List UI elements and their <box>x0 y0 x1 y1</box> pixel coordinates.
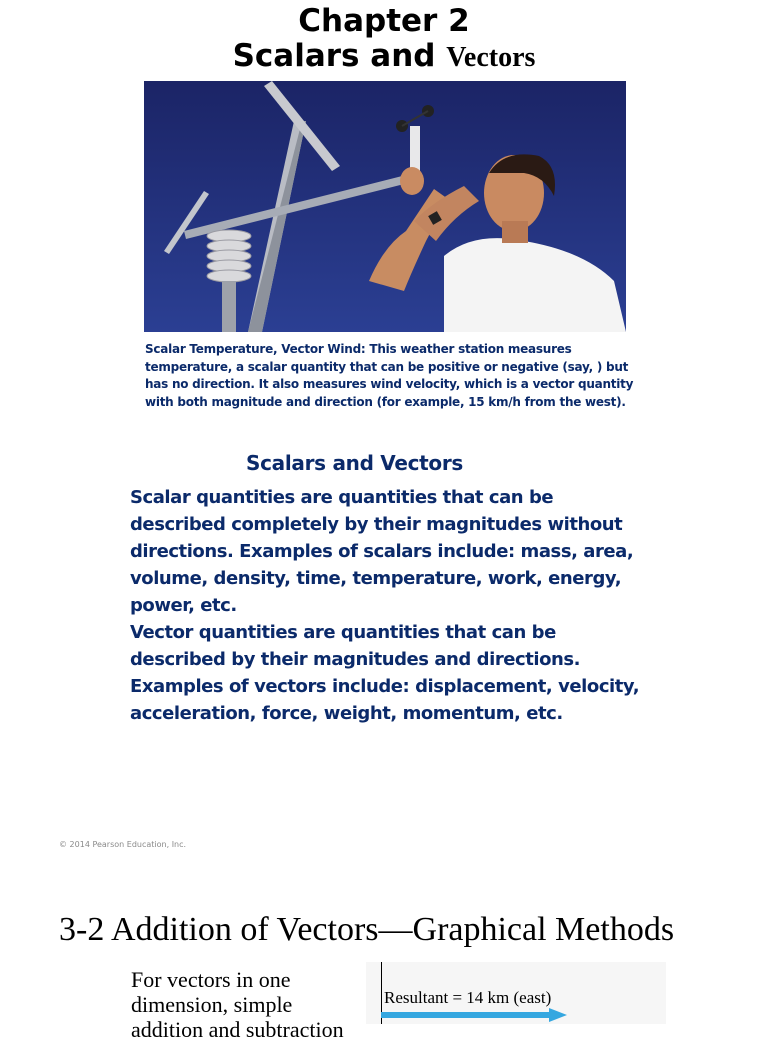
scalar-paragraph: Scalar quantities are quantities that can be described completely by their magnitudes without directions. Examples of scalars include: mass, area, volume, density, time, temperature, work, energy, power, etc. <box>130 487 634 616</box>
next-slide-heading: 3-2 Addition of Vectors—Graphical Methods <box>59 911 675 948</box>
chapter-subtitle <box>0 37 768 77</box>
weather-station-photo <box>144 81 626 332</box>
photo-caption: Scalar Temperature, Vector Wind: This weather station measures temperature, a scalar quantity that can be positive or negative (say, ) but has no direction. It also measures wind velocity, which is a vector quantity with both magnitude and direction (for example, 15 km/h from the west). <box>145 342 634 409</box>
resultant-arrow <box>381 1008 581 1022</box>
subtitle-part-sans: Scalars and <box>232 38 436 74</box>
next-slide-body: For vectors in one dimension, simple addition and subtraction <box>131 967 344 1042</box>
vector-addition-figure <box>366 962 666 1024</box>
vector-paragraph: Vector quantities are quantities that can be described by their magnitudes and directions. Examples of vectors include: displacement, velocity, acceleration, force, weight, momentum, etc. <box>130 622 640 724</box>
section-heading: Scalars and Vectors <box>246 451 464 475</box>
copyright-notice: © 2014 Pearson Education, Inc. <box>59 840 187 849</box>
subtitle-part-serif: Vectors <box>446 42 536 73</box>
resultant-label: Resultant = 14 km (east) <box>384 988 552 1007</box>
chapter-title: Chapter 2 <box>298 3 470 39</box>
